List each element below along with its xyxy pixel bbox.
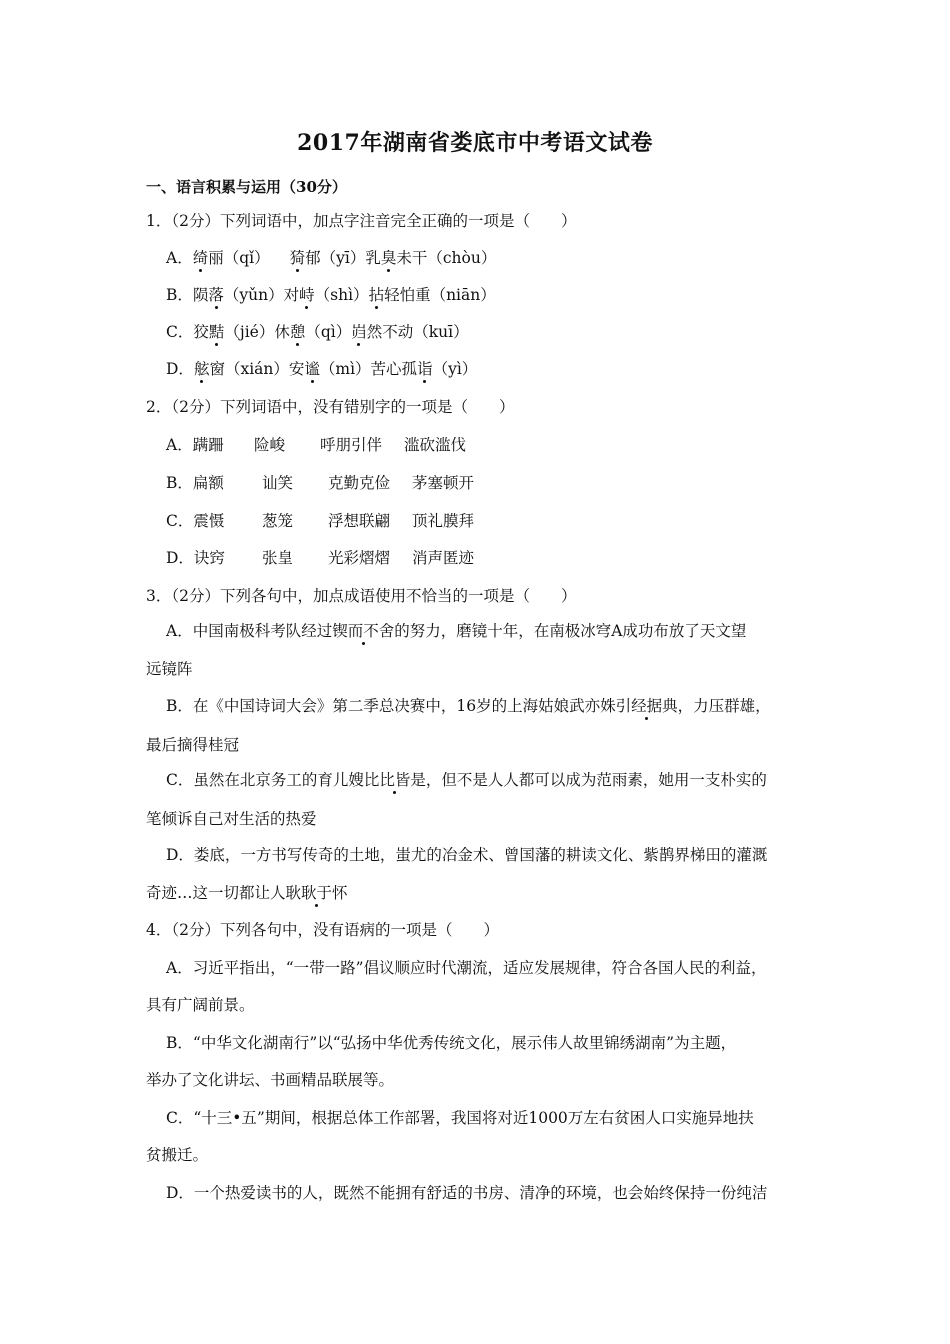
dotted-char: 绮 (192, 249, 209, 267)
q3-option-a-cont: 远镜阵 (146, 660, 193, 678)
q2-option-d: D．诀窍 张皇 光彩熠熠 消声匿迹 (166, 549, 475, 567)
q4-stem: 4．（2分）下列各句中，没有语病的一项是（ ） (146, 921, 499, 939)
q4-option-a: A．习近平指出，“一带一路”倡议顺应时代潮流，适应发展规律，符合各国人民的利益， (166, 959, 767, 977)
dotted-char: 憩 (289, 323, 306, 341)
dotted-char: 诣 (417, 360, 433, 378)
q1-stem: 1．（2分）下列词语中，加点字注音完全正确的一项是（ ） (146, 212, 577, 230)
dotted-idiom: 耿耿于怀 (285, 884, 348, 902)
q1-option-d: D．舷窗（xián）安谧（mì）苦心孤诣（yì） (166, 360, 478, 378)
dotted-char: 落 (208, 286, 224, 304)
dotted-char: 舷 (193, 360, 210, 378)
dotted-idiom: 比比皆是 (363, 771, 426, 789)
q2-option-a: A．蹒跚 险峻 呼朋引伴 滥砍滥伐 (166, 436, 467, 454)
q4-option-b-cont: 举办了文化讲坛、书画精品联展等。 (146, 1071, 395, 1089)
dotted-idiom: 引经据典 (615, 697, 678, 715)
q3-option-c: C．虽然在北京务工的育儿嫂比比皆是，但不是人人都可以成为范雨素，她用一支朴实的 (166, 771, 767, 789)
dotted-char: 谧 (304, 360, 320, 378)
q4-option-c: C．“十三•五”期间，根据总体工作部署，我国将对近1000万左右贫困人口实施异地扶 (166, 1109, 754, 1127)
q4-option-a-cont: 具有广阔前景。 (146, 996, 255, 1014)
dotted-idiom: 锲而不舍 (332, 622, 395, 640)
q1-option-a: A．绮丽（qǐ） 猗郁（yī）乳臭未干（chòu） (166, 249, 497, 267)
dotted-char: 峙 (299, 286, 315, 304)
q4-option-d: D．一个热爱读书的人，既然不能拥有舒适的书房、清净的环境，也会始终保持一份纯洁 (166, 1184, 768, 1202)
dotted-char: 臭 (380, 249, 397, 267)
q2-option-b: B．扁额 讪笑 克勤克俭 茅塞顿开 (166, 474, 475, 492)
q1-option-c: C．狡黠（jié）休憩（qì）岿然不动（kuī） (166, 323, 469, 341)
q3-option-b-cont: 最后摘得桂冠 (146, 736, 240, 754)
q3-stem: 3．（2分）下列各句中，加点成语使用不恰当的一项是（ ） (146, 587, 577, 605)
q2-option-c: C．震慑 葱笼 浮想联翩 顶礼膜拜 (166, 512, 475, 530)
q1-option-b: B．陨落（yǔn）对峙（shì）拈轻怕重（niān） (166, 286, 496, 304)
q4-option-b: B．“中华文化湖南行”以“弘扬中华优秀传统文化，展示伟人故里锦绣湖南”为主题， (166, 1034, 737, 1052)
q2-stem: 2．（2分）下列词语中，没有错别字的一项是（ ） (146, 398, 515, 416)
dotted-char: 岿 (351, 323, 367, 341)
dotted-char: 黠 (208, 323, 225, 341)
q3-option-d: D．娄底，一方书写传奇的土地，蚩尤的冶金术、曾国藩的耕读文化、紫鹊界梯田的灌溉 (166, 846, 768, 864)
dotted-char: 猗 (289, 249, 306, 267)
page-title: 2017年湖南省娄底市中考语文试卷 (297, 130, 653, 156)
q4-option-c-cont: 贫搬迁。 (146, 1146, 209, 1164)
section-heading: 一、语言积累与运用（30分） (146, 178, 347, 196)
q3-option-c-cont: 笔倾诉自己对生活的热爱 (146, 810, 317, 828)
dotted-char: 拈 (368, 286, 385, 304)
q3-option-a: A．中国南极科考队经过锲而不舍的努力，磨镜十年，在南极冰穹A成功布放了天文望 (166, 622, 747, 640)
q3-option-d-cont: 奇迹…这一切都让人耿耿于怀 (146, 884, 348, 902)
q3-option-b: B．在《中国诗词大会》第二季总决赛中，16岁的上海姑娘武亦姝引经据典，力压群雄， (166, 697, 771, 715)
